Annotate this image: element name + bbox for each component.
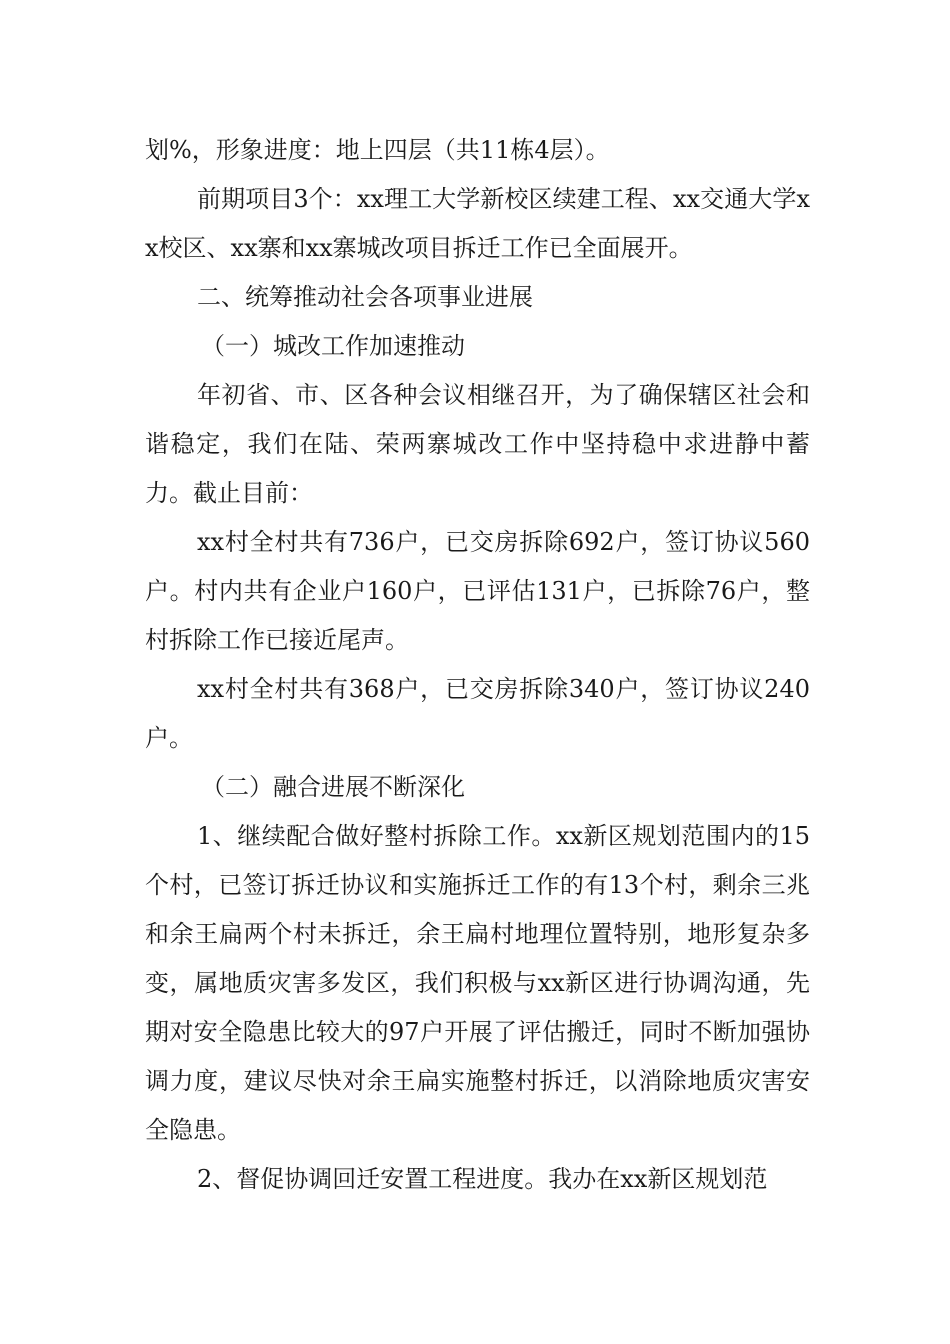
paragraph-meetings: 年初省、市、区各种会议相继召开，为了确保辖区社会和谐稳定，我们在陆、荣两寨城改工作中坚持稳中求进静中蓄力。截止目前： [145, 381, 810, 507]
document-body [145, 126, 810, 1204]
paragraph-village-a: xx村全村共有736户，已交房拆除692户，签订协议560户。村内共有企业户160户，已评估131户，已拆除76户，整村拆除工作已接近尾声。 [145, 528, 810, 654]
subsection-heading-1: （一）城改工作加速推动 [201, 332, 465, 360]
paragraph-item-1: 1、继续配合做好整村拆除工作。xx新区规划范围内的15个村，已签订拆迁协议和实施拆迁工作的有13个村，剩余三兆和余王扁两个村未拆迁，余王扁村地理位置特别，地形复杂多变，属地质灾害多发区，我们积极与xx新区进行协调沟通，先期对安全隐患比较大的97户开展了评估搬迁，同时不断加强协调力度，建议尽快对余王扁实施整村拆迁，以消除地质灾害安全隐患。 [145, 822, 810, 1144]
paragraph-continuation: 划%，形象进度：地上四层（共11栋4层）。 [145, 136, 610, 164]
paragraph-village-b: xx村全村共有368户，已交房拆除340户，签订协议240户。 [145, 675, 810, 752]
paragraph-early-projects: 前期项目3个：xx理工大学新校区续建工程、xx交通大学xx校区、xx寨和xx寨城改项目拆迁工作已全面展开。 [145, 185, 810, 262]
paragraph-item-2: 2、督促协调回迁安置工程进度。我办在xx新区规划范 [197, 1165, 768, 1193]
section-heading-2: 二、统筹推动社会各项事业进展 [197, 283, 533, 311]
subsection-heading-2: （二）融合进展不断深化 [201, 773, 465, 801]
